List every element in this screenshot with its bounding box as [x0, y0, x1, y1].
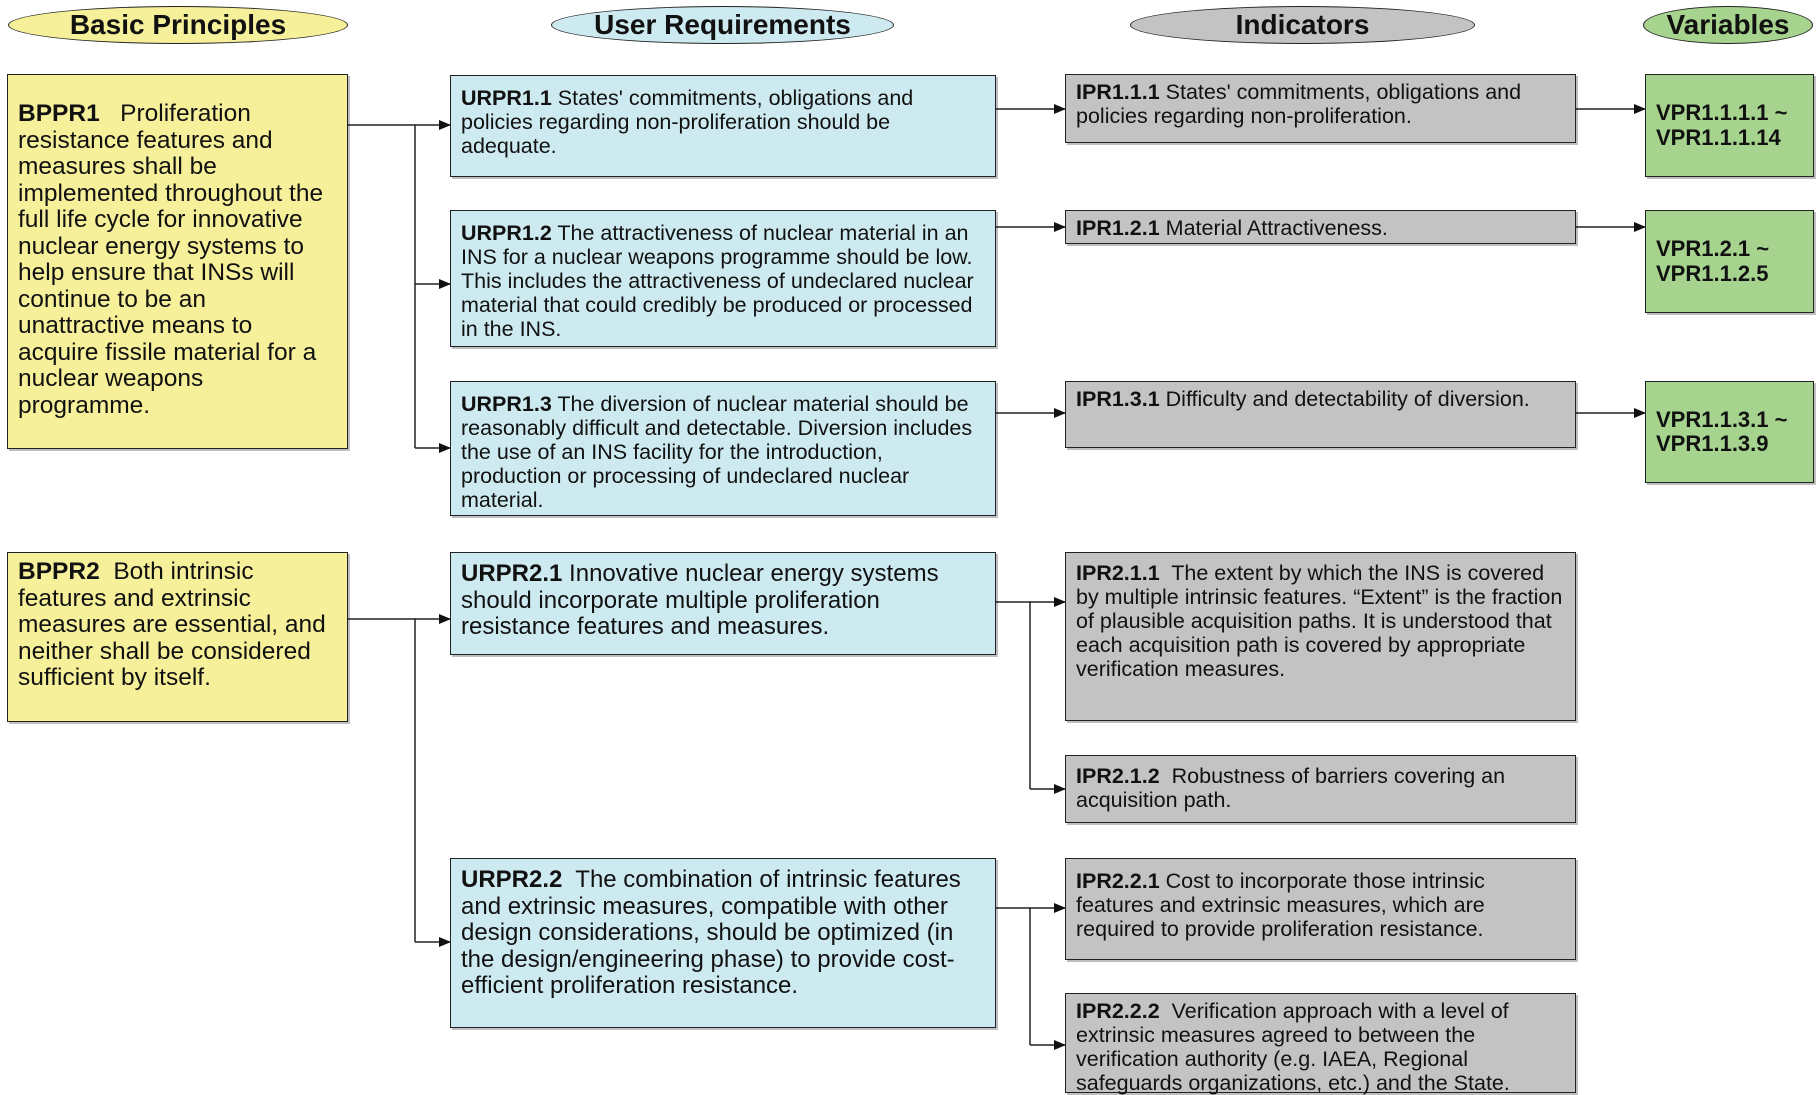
user-requirement-code: URPR1.1: [461, 86, 552, 110]
basic-principle-bppr2: [7, 552, 348, 722]
indicator-text: Verification approach with a level of extrinsic measures agreed to between the verification authority (e.g. IAEA, Regional safeguards organizations, etc.) and the State.: [1076, 999, 1510, 1095]
user-requirement-code: URPR2.1: [461, 560, 563, 587]
indicator-code: IPR2.2.1: [1076, 869, 1160, 893]
indicator-code: IPR2.1.1: [1076, 561, 1160, 585]
indicator-ipr2-1-2: [1065, 755, 1576, 823]
user-requirement-text: Innovative nuclear energy systems should incorporate multiple proliferation resistance features and measures.: [461, 560, 939, 640]
basic-principle-code: BPPR2: [18, 558, 100, 585]
variable-range-end: VPR1.1.3.9: [1656, 431, 1769, 456]
header-variables: Variables: [1643, 6, 1813, 44]
user-requirement-urpr1-1: [450, 75, 996, 177]
user-requirement-text: The diversion of nuclear material should be reasonably difficult and detectable. Diversion includes the use of an INS facility for the introduction, production or processing of undeclared nuclear material.: [461, 392, 973, 512]
indicator-code: IPR2.1.2: [1076, 764, 1160, 788]
basic-principle-text: Proliferation resistance features and measures shall be implemented throughout the full life cycle for innovative nuclear energy systems to help ensure that INSs will continue to be an unattractive means to acquire fissile material for a nuclear weapons programme.: [18, 100, 324, 419]
indicator-ipr1-1-1: [1065, 74, 1576, 143]
indicator-text: Cost to incorporate those intrinsic features and extrinsic measures, which are required to provide proliferation resistance.: [1076, 869, 1485, 941]
variable-range-start: VPR1.2.1 ~: [1656, 236, 1770, 261]
basic-principle-text: Both intrinsic features and extrinsic measures are essential, and neither shall be considered sufficient by itself.: [18, 558, 326, 691]
variable-range-end: VPR1.1.2.5: [1656, 260, 1769, 286]
header-basic-principles: Basic Principles: [8, 6, 348, 44]
connector-urpr2-1-trunk: [996, 602, 1030, 789]
connector-urpr2-2-trunk: [996, 908, 1030, 1045]
user-requirement-code: URPR2.2: [461, 866, 563, 893]
indicator-code: IPR1.1.1: [1076, 80, 1160, 104]
variable-vpr1-1-1: [1645, 74, 1814, 177]
indicator-code: IPR2.2.2: [1076, 999, 1160, 1023]
indicator-text: Difficulty and detectability of diversion.: [1165, 387, 1530, 411]
user-requirement-urpr1-2: [450, 210, 996, 347]
user-requirement-urpr2-1: [450, 552, 996, 655]
basic-principle-code: BPPR1: [18, 100, 100, 127]
indicator-text: The extent by which the INS is covered by multiple intrinsic features. “Extent” is the fraction of plausible acquisition paths. It is understood that each acquisition path is covered by appropriate verification measures.: [1076, 561, 1563, 681]
user-requirement-text: The combination of intrinsic features and extrinsic measures, compatible with other design considerations, should be optimized (in the design/engineering phase) to provide cost-efficient proliferation resistance.: [461, 866, 961, 999]
variable-range-start: VPR1.1.3.1 ~: [1656, 406, 1788, 432]
user-requirement-urpr2-2: [450, 858, 996, 1028]
user-requirement-text: The attractiveness of nuclear material in an INS for a nuclear weapons programme should be low. This includes the attractiveness of undeclared nuclear material that could credibly be produced or processed in the INS.: [461, 221, 974, 341]
basic-principle-bppr1: [7, 74, 348, 449]
indicator-ipr2-2-2: [1065, 993, 1576, 1093]
variable-vpr1-1-3: [1645, 381, 1814, 483]
indicator-ipr1-2-1: [1065, 210, 1576, 244]
indicator-text: Material Attractiveness.: [1165, 216, 1388, 240]
header-user-requirements: User Requirements: [551, 6, 894, 44]
user-requirement-code: URPR1.3: [461, 392, 552, 416]
indicator-ipr1-3-1: [1065, 381, 1576, 448]
user-requirement-urpr1-3: [450, 381, 996, 516]
indicator-text: Robustness of barriers covering an acquisition path.: [1076, 764, 1506, 812]
connector-bppr1-trunk: [348, 125, 415, 448]
variable-vpr1-1-2: [1645, 210, 1814, 313]
connector-bppr2-trunk: [348, 619, 415, 942]
indicator-ipr2-2-1: [1065, 858, 1576, 960]
variable-range-start: VPR1.1.1.1 ~: [1656, 100, 1788, 125]
user-requirement-code: URPR1.2: [461, 221, 552, 245]
header-indicators: Indicators: [1130, 6, 1475, 44]
indicator-ipr2-1-1: [1065, 552, 1576, 721]
indicator-code: IPR1.2.1: [1076, 216, 1160, 240]
variable-range-end: VPR1.1.1.14: [1656, 124, 1781, 150]
user-requirement-text: States' commitments, obligations and policies regarding non-proliferation should be adequate.: [461, 86, 914, 158]
indicator-text: States' commitments, obligations and policies regarding non-proliferation.: [1076, 80, 1522, 128]
indicator-code: IPR1.3.1: [1076, 387, 1160, 411]
